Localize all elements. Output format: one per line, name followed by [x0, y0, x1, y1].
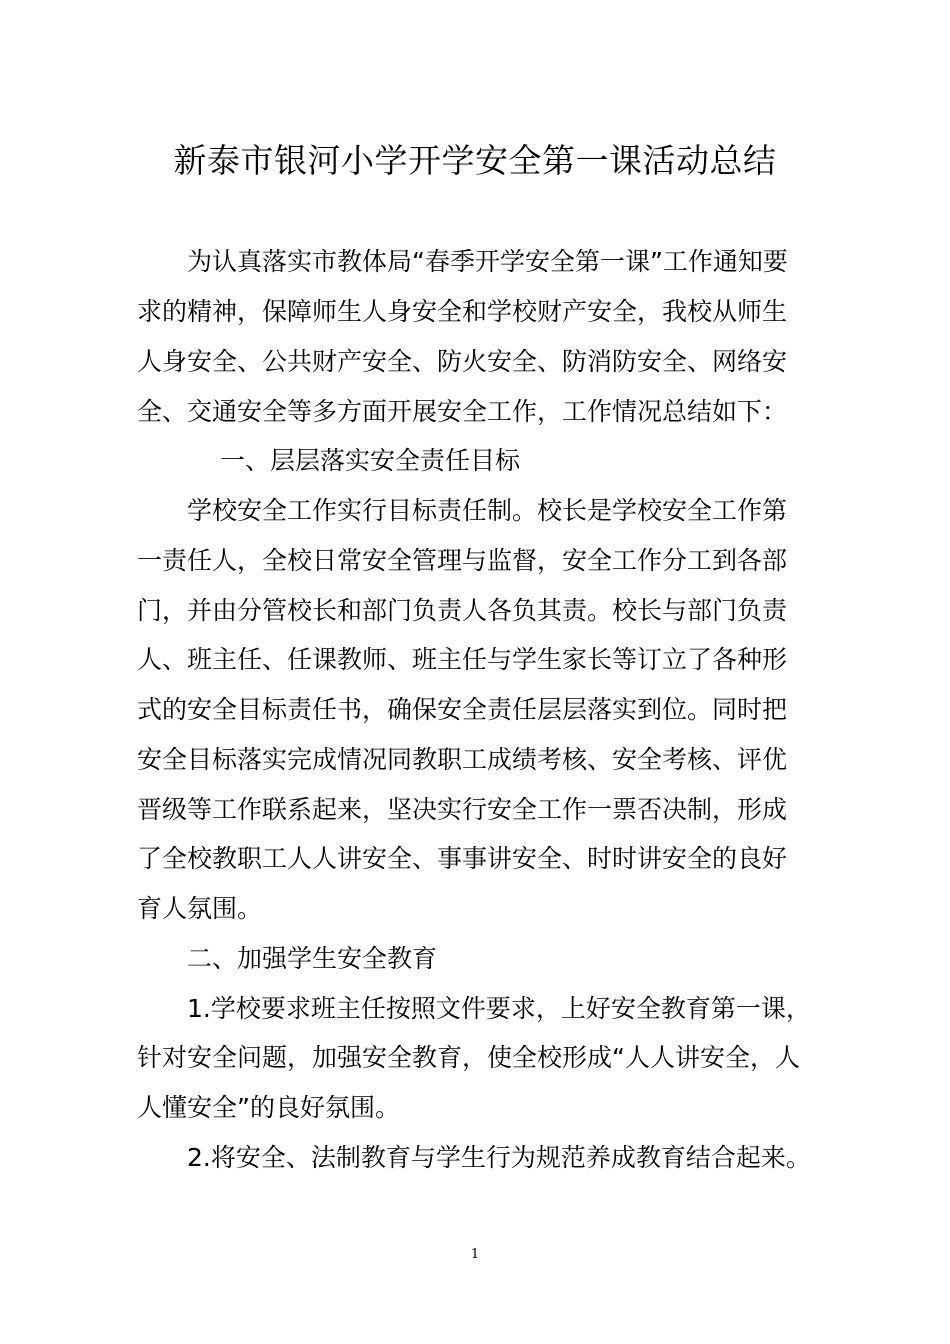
paragraph-line: 安全目标落实完成情况同教职工成绩考核、安全考核、评优 [137, 745, 788, 774]
section-heading: 一、层层落实安全责任目标 [220, 446, 521, 475]
document-title: 新泰市银河小学开学安全第一课活动总结 [173, 141, 777, 180]
paragraph-line: 门，并由分管校长和部门负责人各负其责。校长与部门负责 [137, 596, 788, 625]
paragraph-line: 求的精神，保障师生人身安全和学校财产安全，我校从师生 [137, 297, 788, 326]
paragraph-line: 人身安全、公共财产安全、防火安全、防消防安全、网络安 [137, 347, 788, 376]
paragraph-line: 2.将安全、法制教育与学生行为规范养成教育结合起来。 [187, 1143, 811, 1172]
page-number: 1 [470, 1247, 480, 1262]
section-heading: 二、加强学生安全教育 [187, 944, 438, 973]
paragraph-line: 晋级等工作联系起来，坚决实行安全工作一票否决制，形成 [137, 795, 788, 824]
paragraph-line: 针对安全问题，加强安全教育，使全校形成“人人讲安全，人 [137, 1043, 800, 1072]
paragraph-line: 1.学校要求班主任按照文件要求，上好安全教育第一课， [187, 994, 811, 1023]
paragraph-line: 育人氛围。 [137, 894, 263, 923]
paragraph-line: 式的安全目标责任书，确保安全责任层层落实到位。同时把 [137, 695, 788, 724]
paragraph-line: 为认真落实市教体局“春季开学安全第一课”工作通知要 [187, 247, 788, 276]
paragraph-line: 人懂安全”的良好氛围。 [137, 1093, 400, 1122]
paragraph-line: 人、班主任、任课教师、班主任与学生家长等订立了各种形 [137, 645, 788, 674]
paragraph-line: 了全校教职工人人讲安全、事事讲安全、时时讲安全的良好 [137, 844, 788, 873]
paragraph-line: 全、交通安全等多方面开展安全工作，工作情况总结如下： [137, 397, 788, 426]
paragraph-line: 一责任人，全校日常安全管理与监督，安全工作分工到各部 [137, 546, 788, 575]
paragraph-line: 学校安全工作实行目标责任制。校长是学校安全工作第 [187, 496, 788, 525]
